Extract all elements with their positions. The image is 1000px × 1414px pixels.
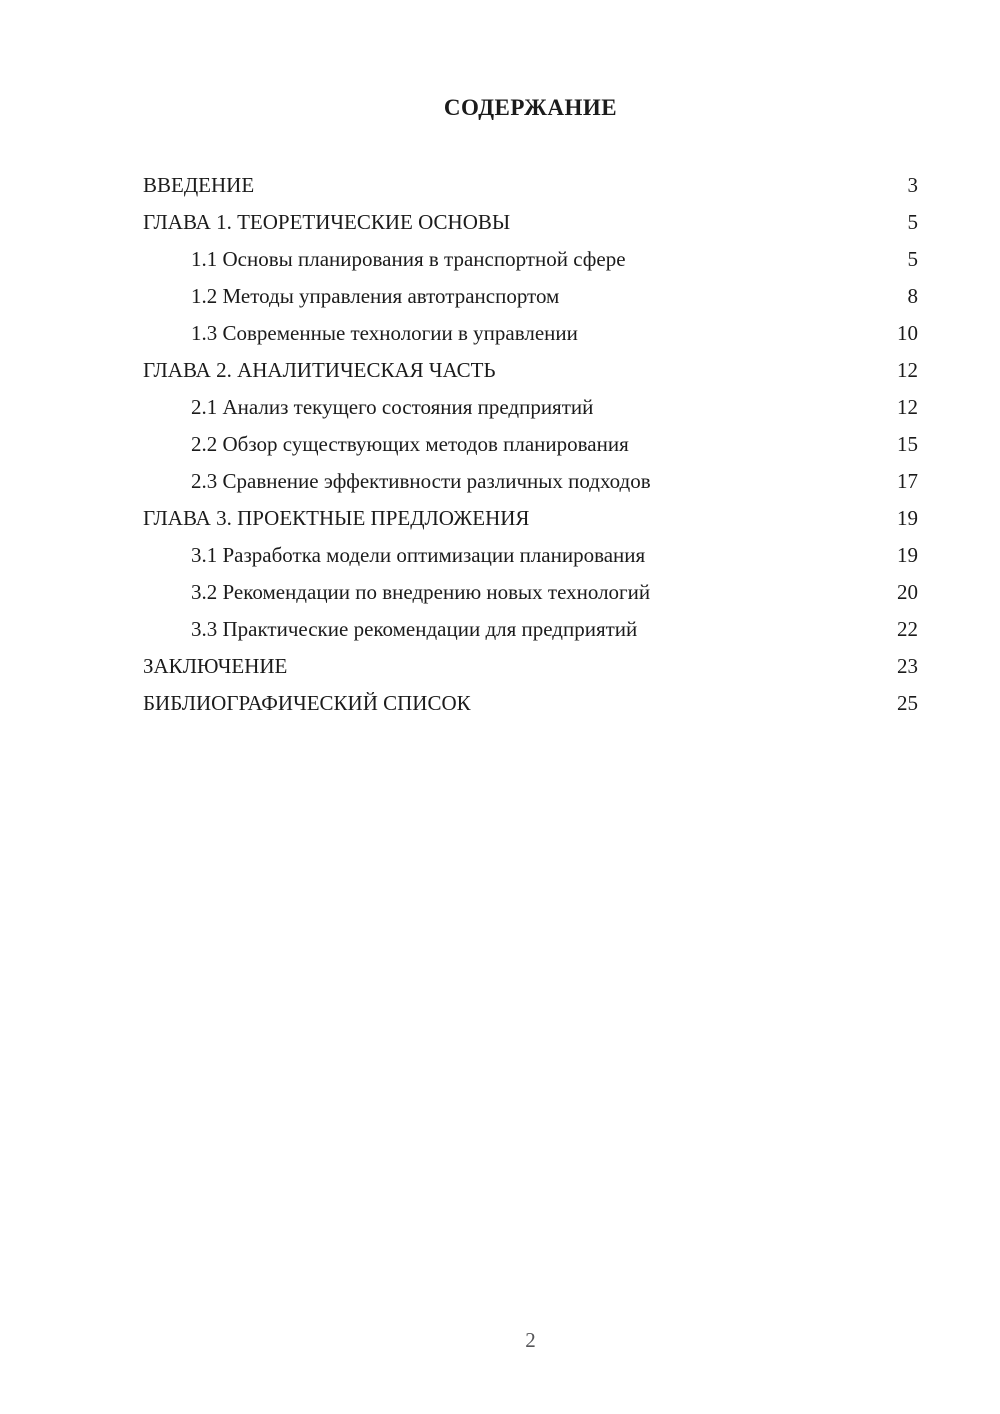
toc-entry-page-number: 8 [907,284,918,308]
toc-entry-label: 2.2 Обзор существующих методов планирования [191,432,629,456]
toc-entry [143,241,918,278]
toc-entry-label: ЗАКЛЮЧЕНИЕ [143,654,288,678]
toc-entry-page-number: 25 [897,691,918,715]
toc-entry [143,352,918,389]
toc-entry-label: БИБЛИОГРАФИЧЕСКИЙ СПИСОК [143,691,471,715]
toc-entry-label: 3.1 Разработка модели оптимизации планирования [191,543,646,567]
toc-entry [143,648,918,685]
toc-entry-page-number: 3 [907,173,918,197]
toc-entry [143,389,918,426]
toc-entry-page-number: 12 [897,395,918,419]
toc-entry [143,537,918,574]
toc-entry-label: 1.2 Методы управления автотранспортом [191,284,560,308]
toc-entry [143,204,918,241]
toc-entry-page-number: 19 [897,506,918,530]
toc-entry [143,167,918,204]
toc-entry-label: ВВЕДЕНИЕ [143,173,255,197]
toc-entry-page-number: 23 [897,654,918,678]
page-title: СОДЕРЖАНИЕ [443,95,618,120]
toc-entry-label: ГЛАВА 3. ПРОЕКТНЫЕ ПРЕДЛОЖЕНИЯ [143,506,530,530]
toc-entry [143,278,918,315]
footer-page-number: 2 [525,1328,536,1352]
toc-entry-label: 2.1 Анализ текущего состояния предприятий [191,395,594,419]
toc-entry [143,315,918,352]
toc-entry-page-number: 5 [907,247,918,271]
toc-entry-label: 3.3 Практические рекомендации для предприятий [191,617,638,641]
toc-entry [143,574,918,611]
toc-entry-label: ГЛАВА 2. АНАЛИТИЧЕСКАЯ ЧАСТЬ [143,358,496,382]
toc-entry [143,500,918,537]
toc-entry [143,611,918,648]
toc-entry [143,463,918,500]
toc-entry-label: 1.1 Основы планирования в транспортной сфере [191,247,626,271]
toc-entry-page-number: 15 [897,432,918,456]
toc-entry-label: 1.3 Современные технологии в управлении [191,321,578,345]
toc-entry-page-number: 5 [907,210,918,234]
toc-entry-label: 3.2 Рекомендации по внедрению новых технологий [191,580,651,604]
toc-entry-page-number: 20 [897,580,918,604]
toc-list [143,167,918,722]
toc-entry [143,685,918,722]
toc-entry-page-number: 10 [897,321,918,345]
toc-entry-label: ГЛАВА 1. ТЕОРЕТИЧЕСКИЕ ОСНОВЫ [143,210,511,234]
toc-entry-page-number: 22 [897,617,918,641]
toc-entry-page-number: 12 [897,358,918,382]
toc-entry-label: 2.3 Сравнение эффективности различных подходов [191,469,651,493]
toc-entry-page-number: 17 [897,469,918,493]
toc-entry-page-number: 19 [897,543,918,567]
toc-entry [143,426,918,463]
